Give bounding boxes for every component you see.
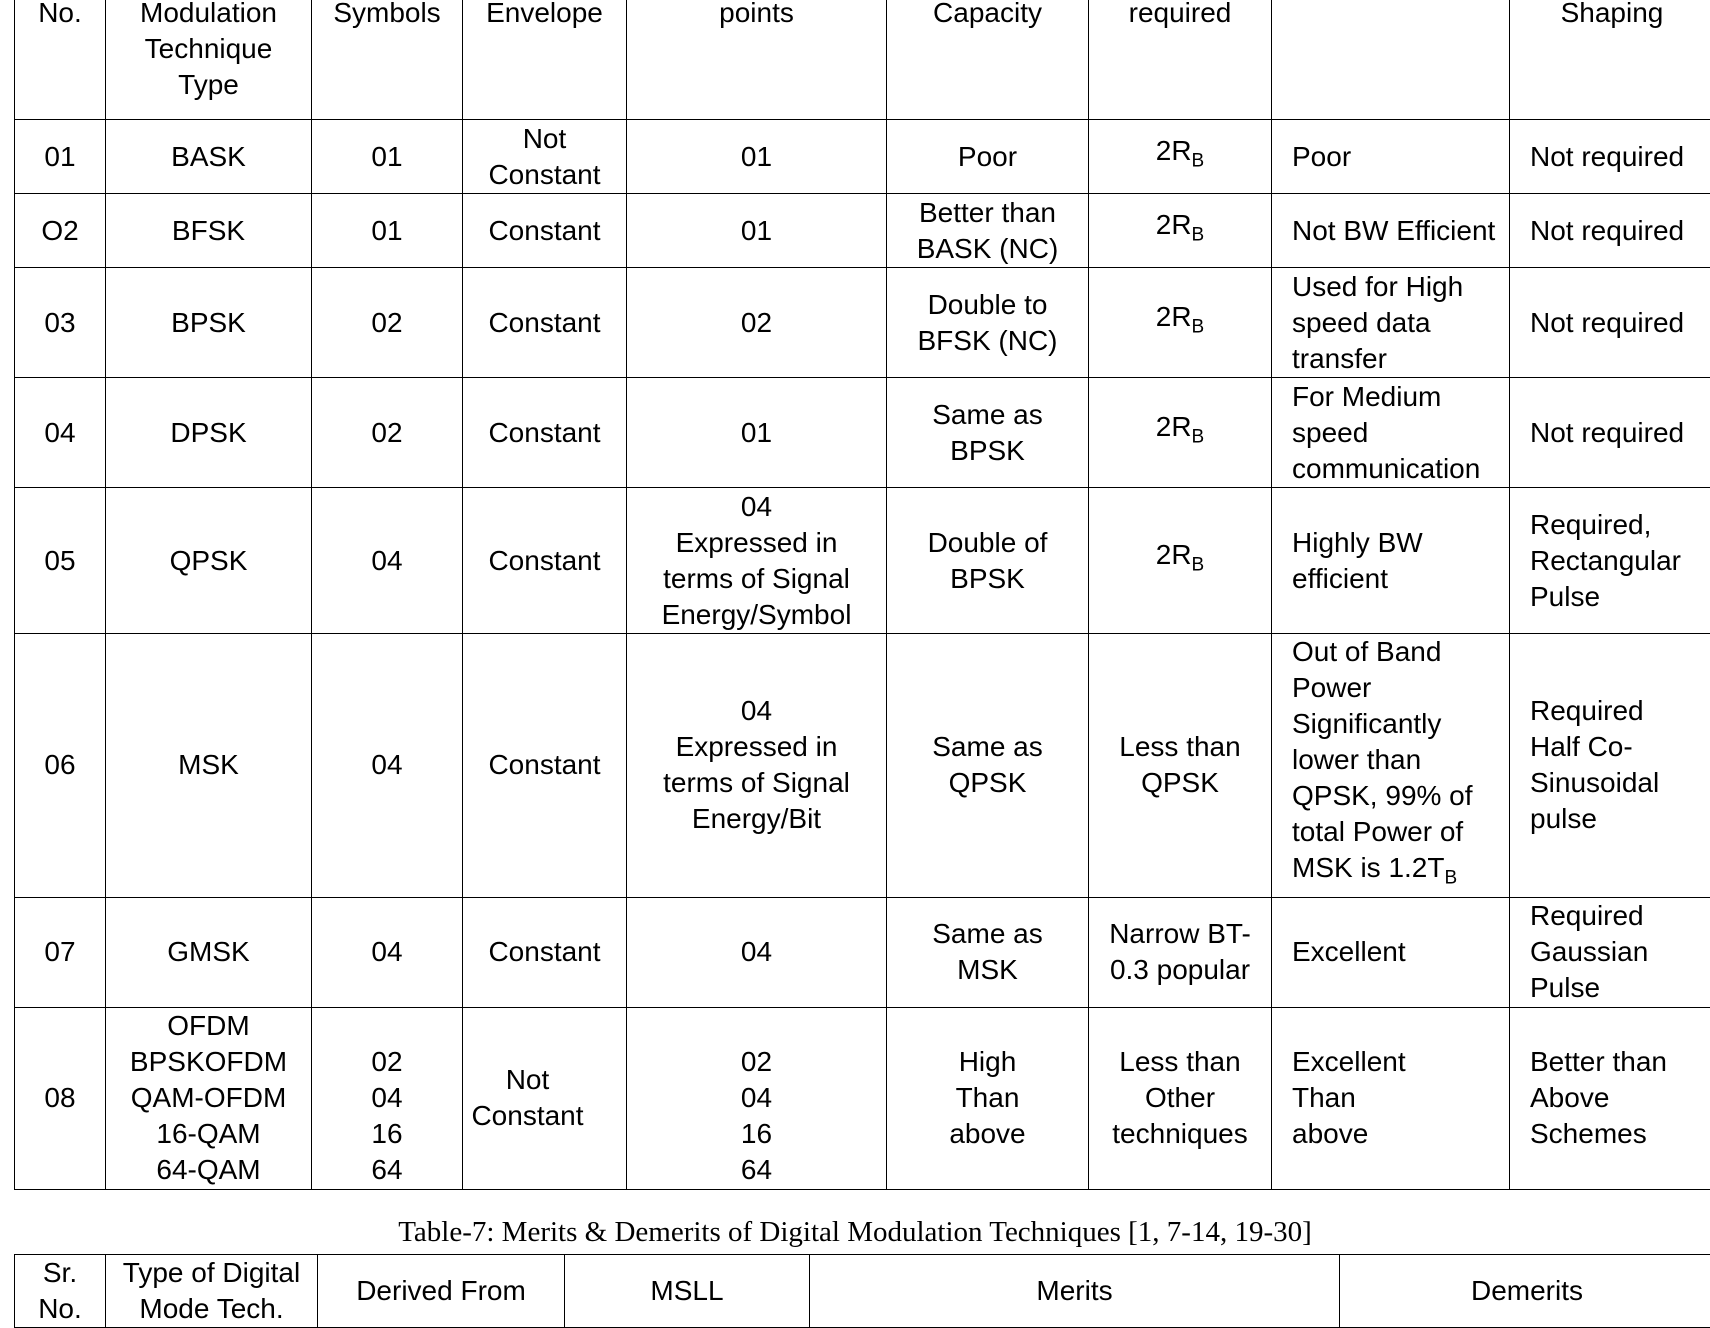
table-cell: Double of BPSK: [887, 488, 1089, 634]
table-cell: 04: [312, 488, 463, 634]
table-cell: 06: [15, 634, 106, 898]
header-cell: Demerits: [1340, 1255, 1710, 1328]
table-cell: Not Constant: [463, 120, 627, 194]
table-cell: MSK: [106, 634, 312, 898]
header-cell: points: [627, 0, 887, 120]
table-cell: High Than above: [887, 1007, 1089, 1189]
table-cell: Less than QPSK: [1089, 634, 1272, 898]
table-cell: 01: [627, 194, 887, 268]
table-cell: Highly BW efficient: [1272, 488, 1510, 634]
merits-demerits-table: [14, 1254, 1710, 1328]
header-cell: Symbols: [312, 0, 463, 120]
table-cell: 01: [627, 120, 887, 194]
table-cell: Required Half Co- Sinusoidal pulse: [1510, 634, 1710, 898]
table-cell: 01: [312, 120, 463, 194]
table-cell: For Medium speed communication: [1272, 378, 1510, 488]
table-cell: 04: [312, 897, 463, 1007]
table-cell: BASK: [106, 120, 312, 194]
table-header-row: [15, 1255, 1710, 1328]
table-cell: Not required: [1510, 120, 1710, 194]
table-cell: Not required: [1510, 378, 1710, 488]
table-cell: Not required: [1510, 194, 1710, 268]
table-cell: Constant: [463, 378, 627, 488]
table-cell: $2R_B$: [1089, 488, 1272, 634]
table-cell: O2: [15, 194, 106, 268]
table-cell: Constant: [463, 488, 627, 634]
header-cell: Type of Digital Mode Tech.: [106, 1255, 318, 1328]
table-cell: Used for High speed data transfer: [1272, 268, 1510, 378]
table-cell: Excellent: [1272, 897, 1510, 1007]
table-cell: BFSK: [106, 194, 312, 268]
table-cell: QPSK: [106, 488, 312, 634]
table-cell: 04: [627, 897, 887, 1007]
table-row: [15, 120, 1710, 194]
table-cell: 07: [15, 897, 106, 1007]
table-cell: 08: [15, 1007, 106, 1189]
table-cell: DPSK: [106, 378, 312, 488]
table-cell: Not Constant: [463, 1007, 627, 1189]
table-cell: 03: [15, 268, 106, 378]
table-cell: 05: [15, 488, 106, 634]
table-cell: 01: [15, 120, 106, 194]
table-cell: BPSK: [106, 268, 312, 378]
table-cell: 02: [312, 378, 463, 488]
table-cell: Required, Rectangular Pulse: [1510, 488, 1710, 634]
table-cell: $2R_B$: [1089, 120, 1272, 194]
table-cell: Excellent Than above: [1272, 1007, 1510, 1189]
table-row: [15, 378, 1710, 488]
table-cell: Better than Above Schemes: [1510, 1007, 1710, 1189]
table-cell: $2R_B$: [1089, 378, 1272, 488]
table-cell: 02 04 16 64: [312, 1007, 463, 1189]
table-body: [15, 120, 1710, 1190]
table-cell: Less than Other techniques: [1089, 1007, 1272, 1189]
table-cell: 04: [15, 378, 106, 488]
table-row: [15, 268, 1710, 378]
header-cell: MSLL: [565, 1255, 810, 1328]
table-cell: Required Gaussian Pulse: [1510, 897, 1710, 1007]
header-cell: Shaping: [1510, 0, 1710, 120]
table-cell: GMSK: [106, 897, 312, 1007]
header-cell: Capacity: [887, 0, 1089, 120]
table-cell: Double to BFSK (NC): [887, 268, 1089, 378]
table-cell: Constant: [463, 268, 627, 378]
modulation-comparison-table: [14, 0, 1710, 1190]
table-cell: OFDM BPSKOFDM QAM-OFDM 16-QAM 64-QAM: [106, 1007, 312, 1189]
table-cell: Not required: [1510, 268, 1710, 378]
table-cell: 02: [312, 268, 463, 378]
table-cell: Better than BASK (NC): [887, 194, 1089, 268]
header-cell: Derived From: [318, 1255, 565, 1328]
table-row: [15, 488, 1710, 634]
table-cell: Same as QPSK: [887, 634, 1089, 898]
table-cell: Constant: [463, 897, 627, 1007]
header-cell: Modulation Technique Type: [106, 0, 312, 120]
table-cell: 02: [627, 268, 887, 378]
table-cell: Same as BPSK: [887, 378, 1089, 488]
table-cell: $2R_B$: [1089, 268, 1272, 378]
table-cell: $2R_B$: [1089, 194, 1272, 268]
table-row: [15, 1007, 1710, 1189]
table-row: [15, 634, 1710, 898]
table-cell: 02 04 16 64: [627, 1007, 887, 1189]
table-header-row: [15, 0, 1710, 120]
table-cell: 01: [312, 194, 463, 268]
table-cell: Same as MSK: [887, 897, 1089, 1007]
header-cell: required: [1089, 0, 1272, 120]
table-cell: Constant: [463, 634, 627, 898]
table-row: [15, 897, 1710, 1007]
table-cell: Poor: [887, 120, 1089, 194]
table-cell: Not BW Efficient: [1272, 194, 1510, 268]
header-cell: Envelope: [463, 0, 627, 120]
table-cell: Narrow BT- 0.3 popular: [1089, 897, 1272, 1007]
table-cell: 04 Expressed in terms of Signal Energy/Symbol: [627, 488, 887, 634]
header-cell: Merits: [810, 1255, 1340, 1328]
table-cell: Out of Band Power Significantly lower than QPSK, 99% of total Power of MSK is $1.2T_B$: [1272, 634, 1510, 898]
table-row: [15, 194, 1710, 268]
table-cell: 04: [312, 634, 463, 898]
table-cell: 04 Expressed in terms of Signal Energy/Bit: [627, 634, 887, 898]
header-cell: [1272, 0, 1510, 120]
table-caption: Table-7: Merits & Demerits of Digital Modulation Techniques [1, 7-14, 19-30]: [0, 1214, 1710, 1250]
table-cell: Constant: [463, 194, 627, 268]
header-cell: Sr. No.: [15, 1255, 106, 1328]
table-cell: Poor: [1272, 120, 1510, 194]
table-cell: 01: [627, 378, 887, 488]
header-cell: No.: [15, 0, 106, 120]
